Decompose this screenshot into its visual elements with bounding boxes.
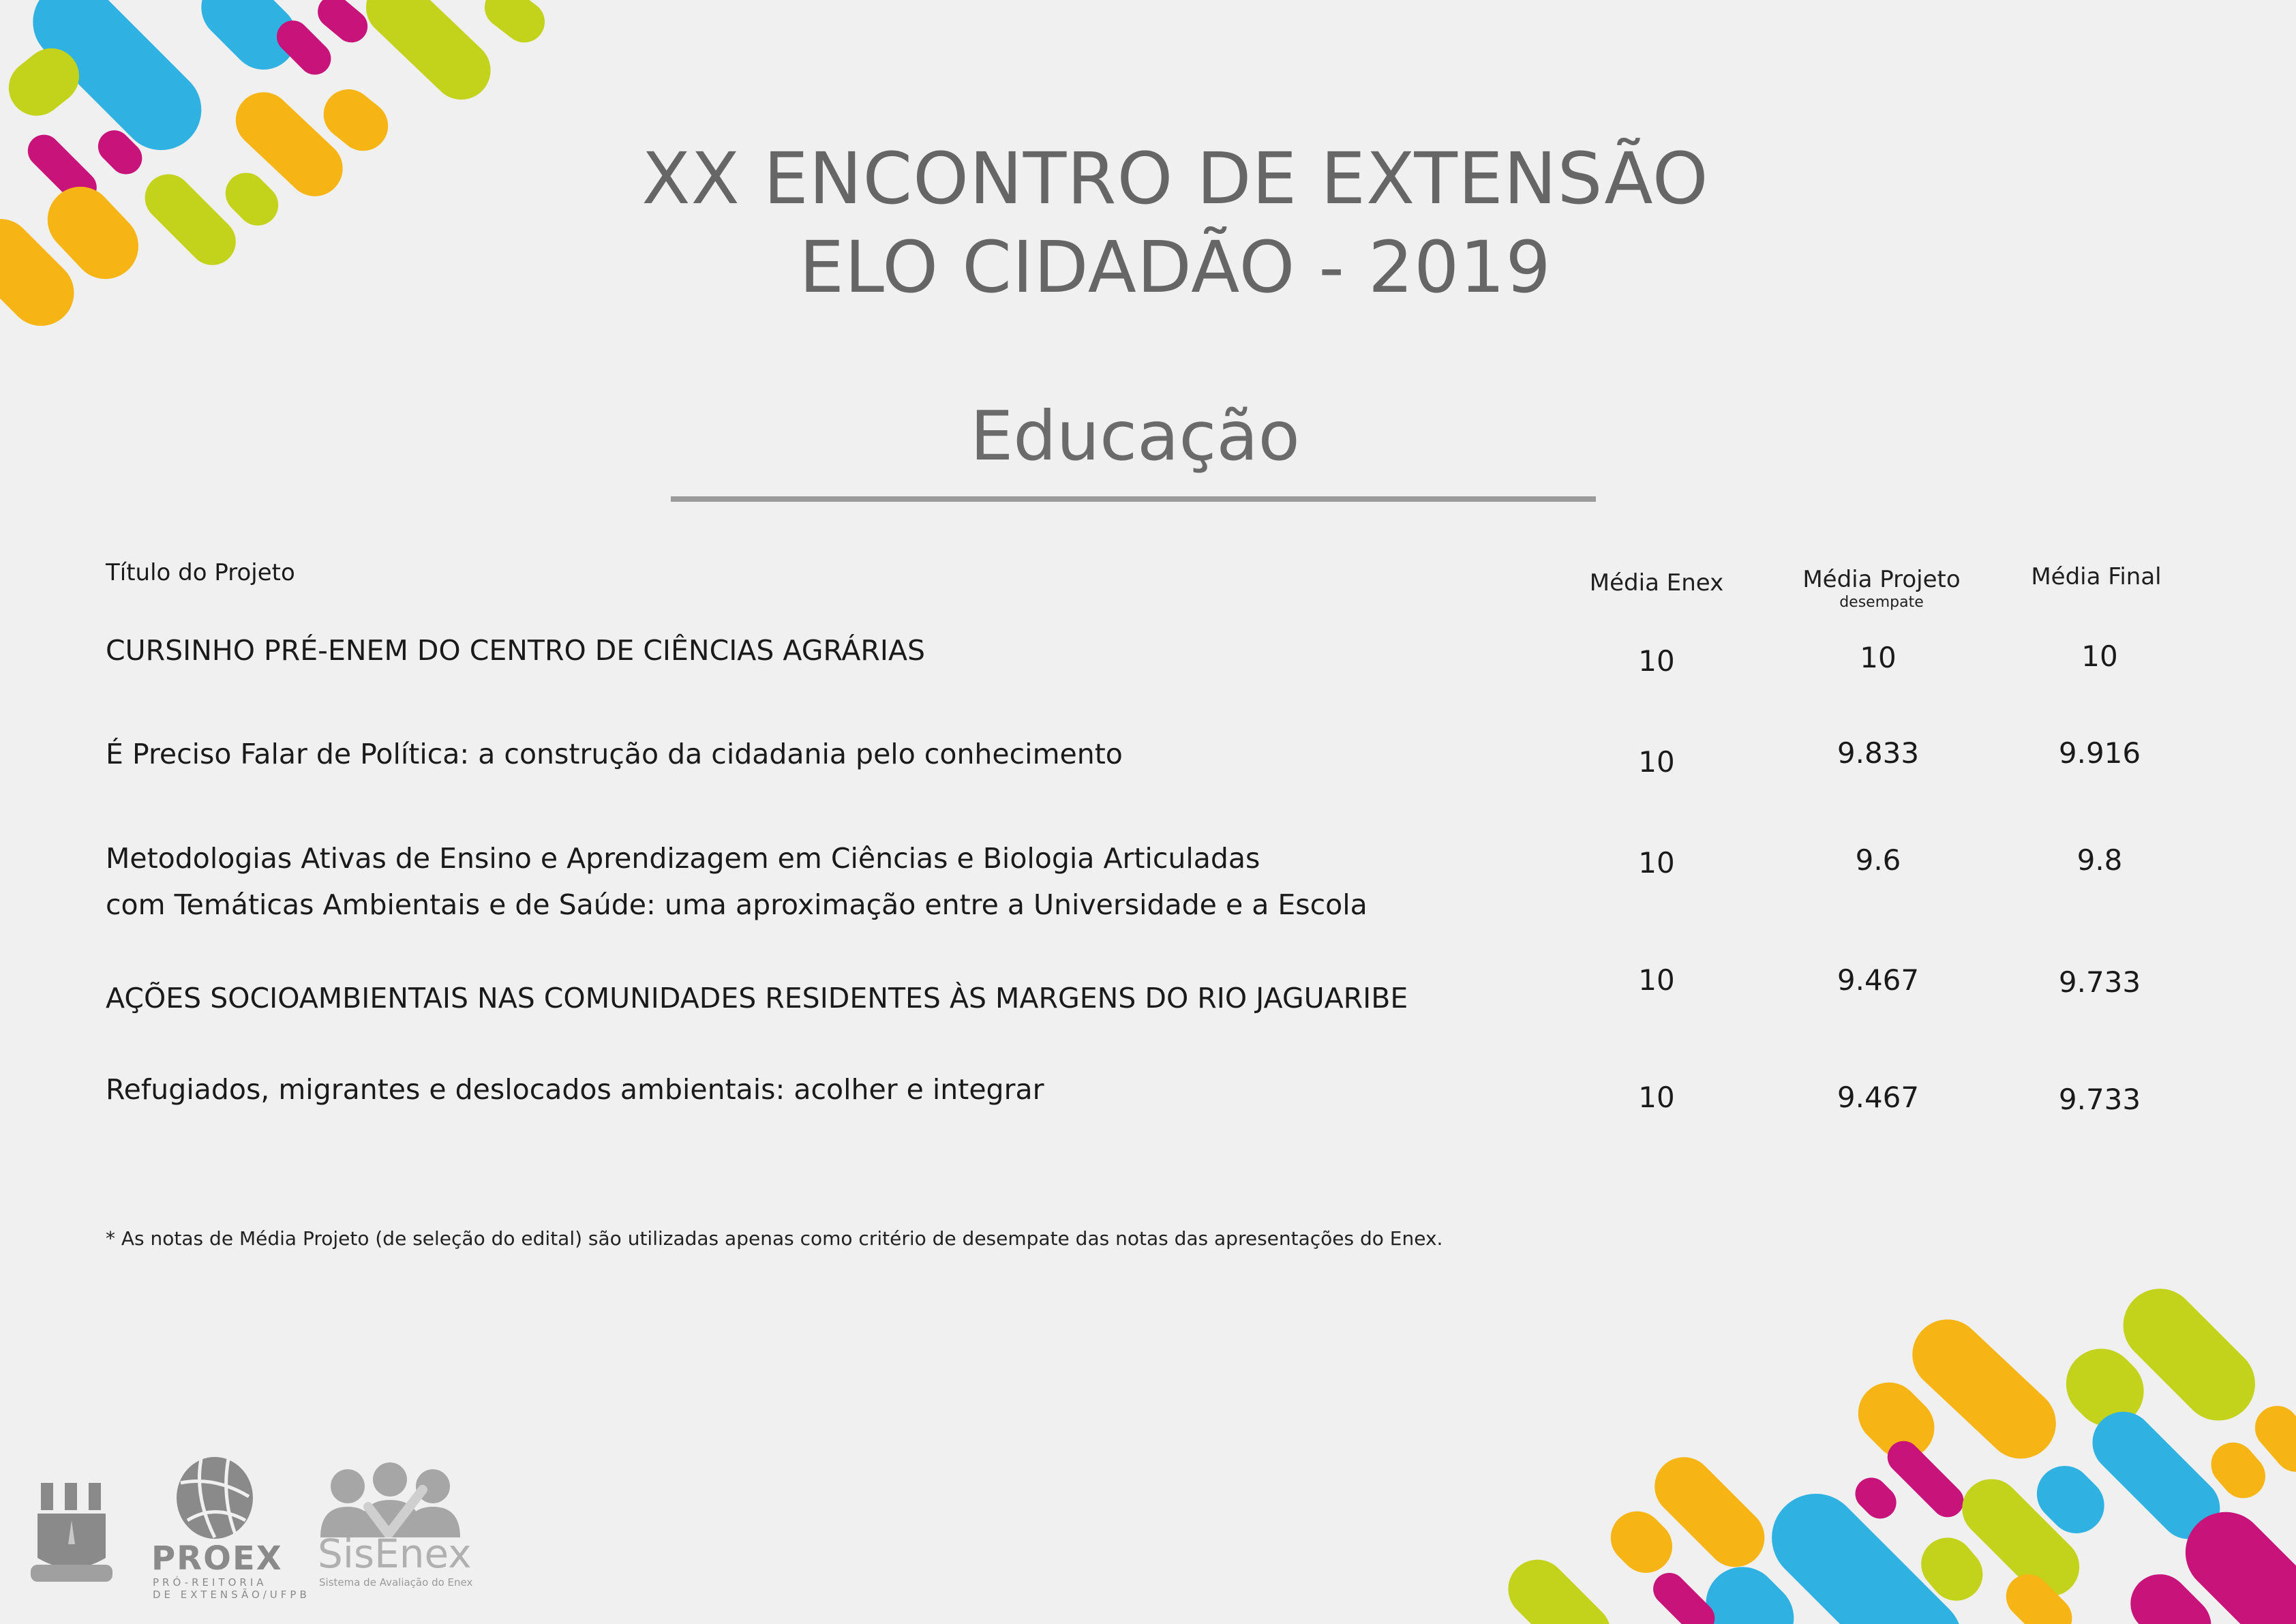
media-enex-value: 10: [1638, 846, 1675, 879]
proex-logo-sub1: PRÓ-REITORIA: [153, 1576, 267, 1589]
media-final-value: 9.733: [2058, 965, 2141, 999]
media-projeto-value: 10: [1860, 641, 1897, 674]
media-enex-value: 10: [1638, 644, 1675, 678]
media-final-value: 9.8: [2076, 843, 2123, 877]
proex-globe-logo: [174, 1456, 256, 1541]
sisenex-logo-text: SisEnex: [318, 1531, 472, 1577]
media-final-value: 9.916: [2058, 736, 2141, 770]
media-projeto-value: 9.6: [1855, 843, 1901, 877]
media-enex-value: 10: [1638, 963, 1675, 997]
media-final-value: 9.733: [2058, 1083, 2141, 1116]
footnote: * As notas de Média Projeto (de seleção do edital) são utilizadas apenas como critério de desempate das notas das apresentações do Enex.: [106, 1227, 1443, 1250]
media-enex-value: 10: [1638, 745, 1675, 779]
section-divider: [671, 496, 1596, 502]
project-title: AÇÕES SOCIOAMBIENTAIS NAS COMUNIDADES RESIDENTES ÀS MARGENS DO RIO JAGUARIBE: [106, 982, 1408, 1014]
project-title-line1: Metodologias Ativas de Ensino e Aprendizagem em Ciências e Biologia Articuladas: [106, 842, 1260, 875]
media-projeto-sublabel: desempate: [1839, 593, 1924, 611]
media-projeto-value: 9.833: [1837, 736, 1920, 770]
media-projeto-value: 9.467: [1837, 963, 1920, 997]
project-title: É Preciso Falar de Política: a construção da cidadania pelo conhecimento: [106, 738, 1123, 770]
ufpb-crest-logo: [31, 1469, 112, 1592]
column-header-title: Título do Projeto: [106, 559, 295, 586]
media-final-value: 10: [2081, 640, 2118, 673]
sisenex-logo-sub: Sistema de Avaliação do Enex: [319, 1576, 473, 1589]
project-title: CURSINHO PRÉ-ENEM DO CENTRO DE CIÊNCIAS AGRÁRIAS: [106, 634, 926, 667]
column-header-media-final: Média Final: [2031, 563, 2162, 590]
event-title-line1: XX ENCONTRO DE EXTENSÃO: [641, 137, 1709, 220]
event-title-line2: ELO CIDADÃO - 2019: [799, 226, 1552, 309]
media-enex-value: 10: [1638, 1081, 1675, 1114]
sisenex-people-icon: [320, 1462, 460, 1537]
media-projeto-value: 9.467: [1837, 1081, 1920, 1114]
media-projeto-label: Média Projeto: [1802, 566, 1961, 593]
column-header-media-enex: Média Enex: [1589, 569, 1724, 597]
section-title: Educação: [970, 396, 1300, 476]
proex-logo-text: PROEX: [151, 1539, 283, 1578]
proex-logo-sub2: DE EXTENSÃO/UFPB: [153, 1589, 310, 1601]
project-title: Refugiados, migrantes e deslocados ambientais: acolher e integrar: [106, 1073, 1044, 1106]
project-title-line2: com Temáticas Ambientais e de Saúde: uma aproximação entre a Universidade e a Escola: [106, 888, 1368, 921]
